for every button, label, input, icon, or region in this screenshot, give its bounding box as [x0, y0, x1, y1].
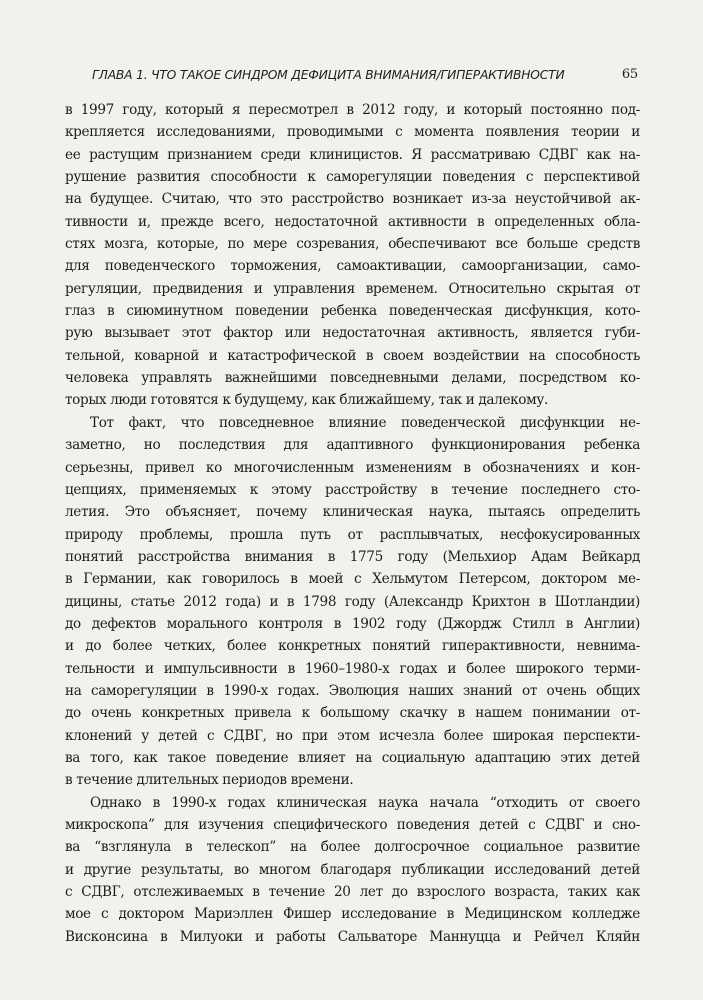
text-line: понятий расстройства внимания в 1775 году (Мельхиор Адам Вейкард: [65, 548, 640, 565]
text-line: заметно, но последствия для адаптивного функционирования ребенка: [65, 437, 640, 454]
text-line: в течение длительных периодов времени.: [65, 772, 354, 789]
text-line: стях мозга, которые, по мере созревания, обеспечивают все больше средств: [65, 236, 640, 253]
text-line: на саморегуляции в 1990-х годах. Эволюция наших знаний от очень общих: [65, 682, 640, 699]
text-line: Тот факт, что повседневное влияние поведенческой дисфункции не-: [90, 414, 640, 431]
text-line: летия. Это объясняет, почему клиническая наука, пытаясь определить: [65, 504, 640, 521]
text-line: Однако в 1990-х годах клиническая наука начала “отходить от своего: [90, 794, 640, 811]
text-line: регуляции, предвидения и управления временем. Относительно скрытая от: [65, 280, 640, 297]
running-header: [66, 68, 640, 88]
text-line: тельной, коварной и катастрофической в своем воздействии на способность: [65, 347, 640, 364]
text-line: ва “взглянула в телескоп” на более долгосрочное социальное развитие: [65, 839, 640, 856]
text-line: природу проблемы, прошла путь от расплывчатых, несфокусированных: [65, 526, 640, 543]
text-line: и другие результаты, во многом благодаря публикации исследований детей: [65, 861, 640, 878]
paragraph-1: [65, 99, 640, 412]
text-line: тивности и, прежде всего, недостаточной активности в определенных обла-: [65, 213, 640, 230]
text-line: до дефектов морального контроля в 1902 году (Джордж Стилл в Англии): [65, 615, 640, 632]
paragraph-3: [65, 792, 640, 948]
text-line: и до более четких, более конкретных понятий гиперактивности, невнима-: [65, 638, 640, 655]
text-line: ее растущим признанием среди клиницистов. Я рассматриваю СДВГ как на-: [65, 146, 640, 163]
text-line: ва того, как такое поведение влияет на социальную адаптацию этих детей: [65, 749, 640, 766]
text-line: клонений у детей с СДВГ, но при этом исчезла более широкая перспекти-: [65, 727, 640, 744]
text-line: в 1997 году, который я пересмотрел в 2012 году, и который постоянно под-: [65, 102, 640, 118]
text-line: Висконсина в Милуоки и работы Сальваторе Маннуцца и Рейчел Кляйн: [65, 928, 640, 945]
body-text: [65, 99, 640, 948]
text-line: в Германии, как говорилось в моей с Хельмутом Петерсом, доктором ме-: [65, 571, 640, 588]
text-line: серьезны, привел ко многочисленным изменениям в обозначениях и кон-: [65, 459, 640, 476]
text-line: крепляется исследованиями, проводимыми с момента появления теории и: [65, 124, 640, 141]
text-line: для поведенческого торможения, самоактивации, самоорганизации, само-: [65, 258, 640, 275]
text-line: дицины, статье 2012 года) и в 1798 году (Александр Крихтон в Шотландии): [65, 593, 640, 610]
text-line: микроскопа” для изучения специфического поведения детей с СДВГ и сно-: [65, 817, 640, 833]
text-line: глаз в сиюминутном поведении ребенка поведенческая дисфункция, кото-: [65, 303, 640, 320]
text-line: тельности и импульсивности в 1960–1980-х годах и более широкого терми-: [65, 660, 640, 677]
text-line: цепциях, применяемых к этому расстройству в течение последнего сто-: [65, 481, 640, 498]
text-line: рушение развития способности к саморегуляции поведения с перспективой: [65, 169, 640, 186]
page-number: 65: [621, 67, 638, 82]
text-line: человека управлять важнейшими повседневными делами, посредством ко-: [65, 370, 640, 387]
text-line: с СДВГ, отслеживаемых в течение 20 лет до взрослого возраста, таких как: [65, 884, 640, 901]
paragraph-2: [65, 412, 640, 792]
text-line: торых люди готовятся к будущему, как ближайшему, так и далекому.: [65, 392, 548, 409]
text-line: рую вызывает этот фактор или недостаточная активность, является губи-: [65, 325, 640, 342]
text-line: мое с доктором Мариэллен Фишер исследование в Медицинском колледже: [65, 906, 640, 923]
chapter-title: ГЛАВА 1. ЧТО ТАКОЕ СИНДРОМ ДЕФИЦИТА ВНИМАНИЯ/ГИПЕРАКТИВНОСТИ: [92, 68, 565, 82]
text-line: до очень конкретных привела к большому скачку в нашем понимании от-: [65, 705, 640, 722]
text-line: на будущее. Считаю, что это расстройство возникает из-за неустойчивой ак-: [65, 191, 640, 208]
